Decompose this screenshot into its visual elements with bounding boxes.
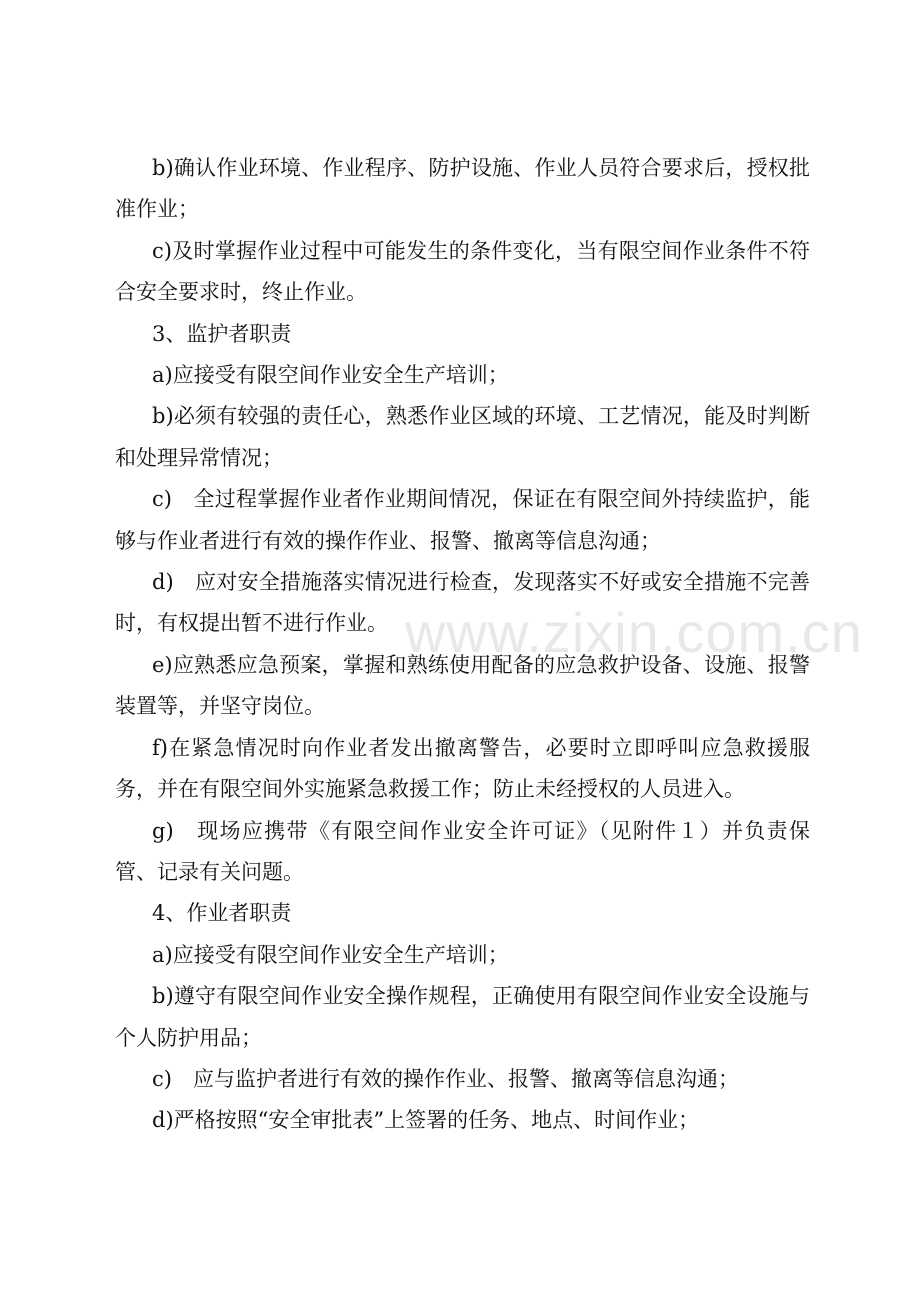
paragraph-a-worker-training: a)应接受有限空间作业安全生产培训； bbox=[152, 942, 509, 967]
section-heading-worker-duties: 4、作业者职责 bbox=[152, 901, 292, 926]
watermark-text: www.zixin.com.cn bbox=[405, 601, 863, 664]
paragraph-a-training: a)应接受有限空间作业安全生产培训； bbox=[152, 363, 509, 388]
paragraph-b-operating-rules: b)遵守有限空间作业安全操作规程，正确使用有限空间作业安全设施与个人防护用品； bbox=[115, 984, 810, 1050]
paragraph-g-permit: g) 现场应携带《有限空间作业安全许可证》（见附件１）并负责保管、记录有关问题。 bbox=[115, 818, 810, 884]
paragraph-b-confirm: b)确认作业环境、作业程序、防护设施、作业人员符合要求后，授权批准作业； bbox=[115, 156, 810, 222]
paragraph-e-emergency-plan: e)应熟悉应急预案，掌握和熟练使用配备的应急救护设备、设施、报警装置等，并坚守岗位。 bbox=[115, 652, 810, 719]
paragraph-f-evacuation-warning: f)在紧急情况时向作业者发出撤离警告，必要时立即呼叫应急救援服务，并在有限空间外实施紧急救援工作；防止未经授权的人员进入。 bbox=[115, 735, 810, 802]
section-heading-supervisor-duties: 3、监护者职责 bbox=[152, 321, 292, 346]
paragraph-b-responsibility: b)必须有较强的责任心，熟悉作业区域的环境、工艺情况，能及时判断和处理异常情况； bbox=[115, 404, 810, 470]
paragraph-c-continuous-monitoring: c) 全过程掌握作业者作业期间情况，保证在有限空间外持续监护，能够与作业者进行有效的操作作业、报警、撤离等信息沟通； bbox=[115, 487, 810, 553]
paragraph-d-approval-form: d)严格按照“安全审批表”上签署的任务、地点、时间作业； bbox=[152, 1108, 700, 1133]
paragraph-c-monitor: c)及时掌握作业过程中可能发生的条件变化，当有限空间作业条件不符合安全要求时，终止作业。 bbox=[115, 238, 810, 305]
paragraph-d-inspection: d) 应对安全措施落实情况进行检查，发现落实不好或安全措施不完善时，有权提出暂不进行作业。 bbox=[115, 570, 810, 636]
paragraph-c-communication: c) 应与监护者进行有效的操作作业、报警、撤离等信息沟通； bbox=[152, 1066, 739, 1091]
